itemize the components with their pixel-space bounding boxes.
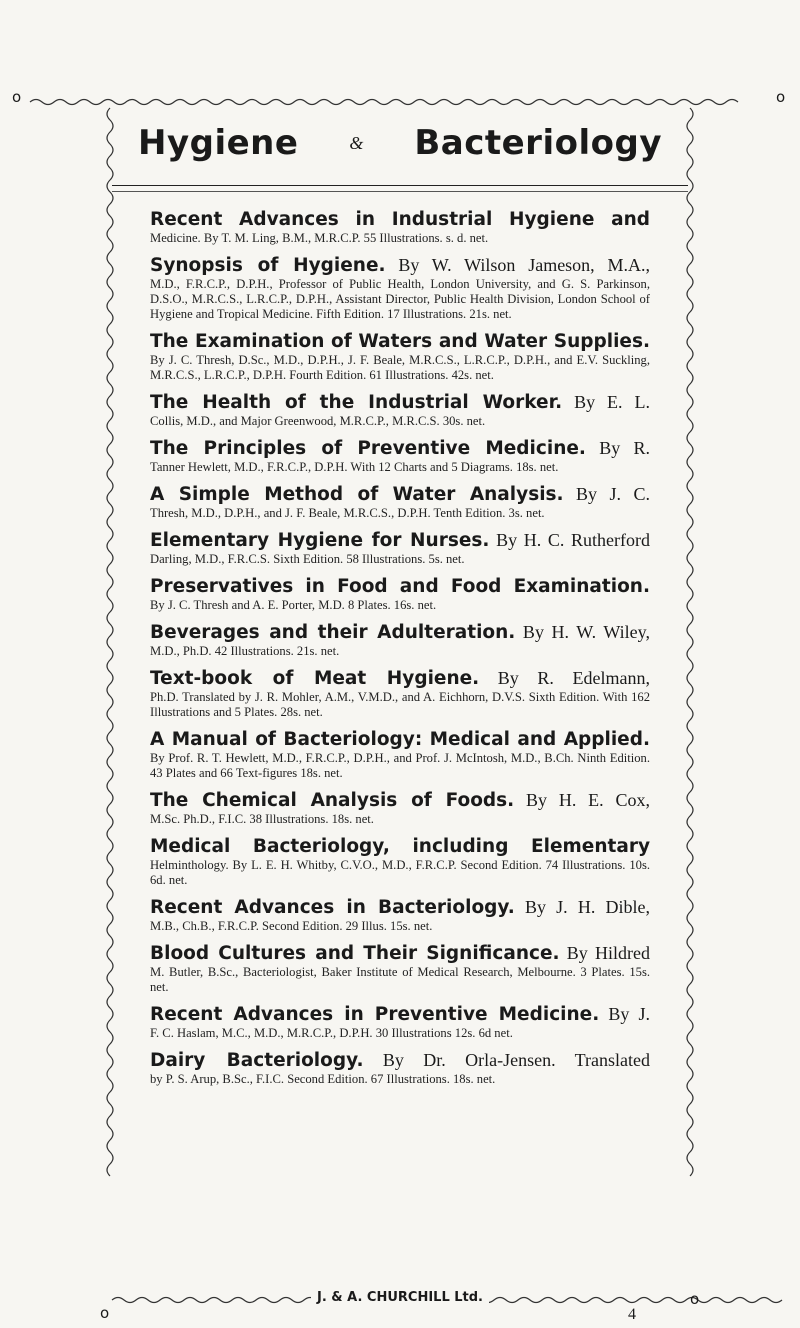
book-byline: By Hildred [559,943,650,963]
book-entry [150,437,650,475]
book-byline: By J. C. [563,484,650,504]
book-description: By J. C. Thresh, D.Sc., M.D., D.P.H., J. F. Beale, M.R.C.S., L.R.C.P., D.P.H., and E.V. Suckling, M.R.C.S., L.R.C.P., D.P.H. Fourth Edition. 61 Illustrations. 42s. net. [150,353,650,382]
book-entry [150,835,650,888]
book-byline: By J. H. Dible, [514,897,650,917]
book-entry-heading [150,1003,650,1026]
book-entry-heading [150,1049,650,1072]
book-title: Recent Advances in Bacteriology. [150,897,515,918]
corner-mark-top-right: o [776,88,786,106]
corner-mark-bottom-left: o [100,1304,110,1322]
book-title: Recent Advances in Industrial Hygiene and [150,209,650,230]
book-byline: By H. C. Rutherford [489,530,650,550]
book-title: Text-book of Meat Hygiene. [150,668,480,689]
book-entry-heading [150,529,650,552]
book-byline: By R. [585,438,650,458]
page-heading [138,123,662,163]
book-entry [150,575,650,613]
heading-right-word: Bacteriology [414,123,662,163]
publisher-name: J. & A. CHURCHILL Ltd. [311,1290,489,1305]
book-entry [150,391,650,429]
book-description: Darling, M.D., F.R.C.S. Sixth Edition. 58 Illustrations. 5s. net. [150,552,465,566]
book-title: Elementary Hygiene for Nurses. [150,530,490,551]
corner-mark-top-left: o [12,88,22,106]
book-entry-heading [150,728,650,751]
book-title: Blood Cultures and Their Significance. [150,943,560,964]
book-entry-heading [150,437,650,460]
book-entry [150,942,650,995]
book-title: Preservatives in Food and Food Examination. [150,576,650,597]
book-byline: By R. Edelmann, [479,668,650,688]
book-title: Medical Bacteriology, including Elementary [150,836,650,857]
book-title: The Health of the Industrial Worker. [150,392,563,413]
book-entry [150,1049,650,1087]
corner-mark-bottom-right: o [690,1290,700,1308]
book-byline: By H. W. Wiley, [515,622,650,642]
book-entry-heading [150,667,650,690]
book-byline: By J. [599,1004,650,1024]
book-description: F. C. Haslam, M.C., M.D., M.R.C.P., D.P.H. 30 Illustrations 12s. 6d net. [150,1026,513,1040]
heading-left-word: Hygiene [138,123,299,163]
book-title: Recent Advances in Preventive Medicine. [150,1004,600,1025]
book-entry-heading [150,942,650,965]
book-entry [150,208,650,246]
book-description: M.B., Ch.B., F.R.C.P. Second Edition. 29 Illus. 15s. net. [150,919,433,933]
book-entry-heading [150,254,650,277]
page-number: 4 [628,1306,636,1323]
book-title: A Manual of Bacteriology: Medical and Applied. [150,729,650,750]
book-description: By Prof. R. T. Hewlett, M.D., F.R.C.P., D.P.H., and Prof. J. McIntosh, M.D., B.Ch. Ninth Edition. 43 Plates and 66 Text-figures 18s. net. [150,751,650,780]
book-entry [150,789,650,827]
book-entry [150,483,650,521]
book-description: By J. C. Thresh and A. E. Porter, M.D. 8 Plates. 16s. net. [150,598,437,612]
book-title: Synopsis of Hygiene. [150,255,386,276]
book-description: Medicine. By T. M. Ling, B.M., M.R.C.P. 55 Illustrations. s. d. net. [150,231,489,245]
book-entry [150,254,650,322]
book-entry-heading [150,621,650,644]
book-byline: By Dr. Orla-Jensen. Translated [363,1050,651,1070]
book-description: M. Butler, B.Sc., Bacteriologist, Baker Institute of Medical Research, Melbourne. 3 Plates. 15s. net. [150,965,650,994]
book-entry [150,728,650,781]
publisher-footer [0,1290,800,1305]
book-entry [150,529,650,567]
book-entry-heading [150,330,650,353]
book-entry [150,667,650,720]
book-entry-heading [150,575,650,598]
book-title: The Principles of Preventive Medicine. [150,438,586,459]
book-entry [150,330,650,383]
book-description: Thresh, M.D., D.P.H., and J. F. Beale, M.R.C.S., D.P.H. Tenth Edition. 3s. net. [150,506,545,520]
book-title: A Simple Method of Water Analysis. [150,484,564,505]
book-entry-heading [150,789,650,812]
book-byline: By E. L. [562,392,650,412]
book-description: Tanner Hewlett, M.D., F.R.C.P., D.P.H. With 12 Charts and 5 Diagrams. 18s. net. [150,460,559,474]
book-description: by P. S. Arup, B.Sc., F.I.C. Second Edition. 67 Illustrations. 18s. net. [150,1072,496,1086]
book-entry-heading [150,391,650,414]
book-byline: By H. E. Cox, [514,790,650,810]
book-title: The Examination of Waters and Water Supplies. [150,331,650,352]
book-entry-heading [150,208,650,231]
heading-ampersand-ornament: & [349,132,364,153]
heading-rule [112,185,688,186]
book-description: M.Sc. Ph.D., F.I.C. 38 Illustrations. 18s. net. [150,812,374,826]
book-description: Ph.D. Translated by J. R. Mohler, A.M., V.M.D., and A. Eichhorn, D.V.S. Sixth Edition. With 162 Illustrations and 5 Plates. 28s. net. [150,690,650,719]
book-title: Beverages and their Adulteration. [150,622,516,643]
book-title: The Chemical Analysis of Foods. [150,790,515,811]
book-entry-heading [150,835,650,858]
book-title: Dairy Bacteriology. [150,1050,364,1071]
book-byline: By W. Wilson Jameson, M.A., [385,255,650,275]
book-description: M.D., Ph.D. 42 Illustrations. 21s. net. [150,644,340,658]
book-entry [150,621,650,659]
book-description: Helminthology. By L. E. H. Whitby, C.V.O., M.D., F.R.C.P. Second Edition. 74 Illustrations. 10s. 6d. net. [150,858,650,887]
book-description: Collis, M.D., and Major Greenwood, M.R.C.P., M.R.C.S. 30s. net. [150,414,486,428]
book-description: M.D., F.R.C.P., D.P.H., Professor of Public Health, London University, and G. S. Parkinson, D.S.O., M.R.C.S., L.R.C.P., D.P.H., Assistant Director, Public Health Division, London School of Hygiene and Tropical Medicine. Fifth Edition. 17 Illustrations. 21s. net. [150,277,650,321]
book-entry [150,1003,650,1041]
book-list [150,208,650,1095]
book-entry [150,896,650,934]
book-entry-heading [150,896,650,919]
book-entry-heading [150,483,650,506]
heading-rule-thin [112,191,688,192]
